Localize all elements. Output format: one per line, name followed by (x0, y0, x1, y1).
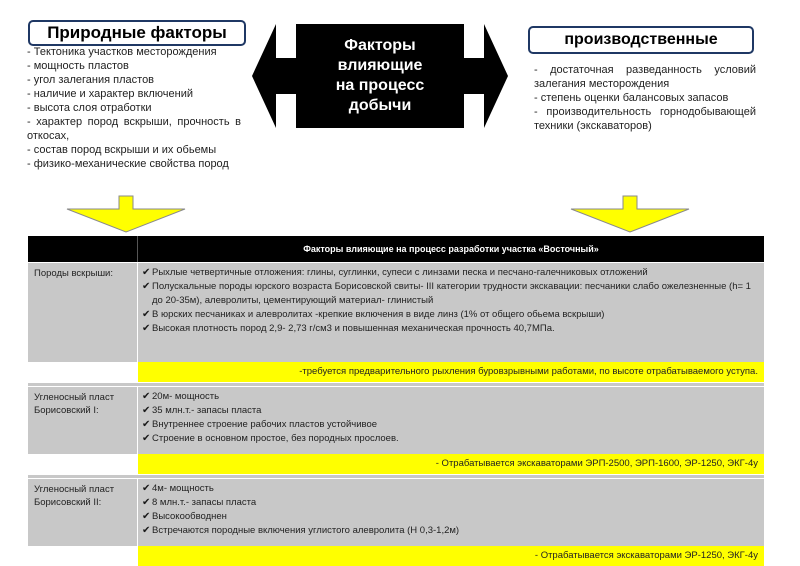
item-text: Строение в основном простое, без породных прослоев. (152, 433, 399, 444)
natural-factors-title: Природные факторы (28, 20, 246, 46)
list-item: - достаточная разведанность условий залегания месторождения (534, 64, 756, 90)
table-header-blank (28, 236, 138, 262)
list-item: - Тектоника участков месторождения (27, 46, 217, 58)
row-label: Породы вскрыши: (28, 263, 138, 362)
center-factors-box (296, 24, 464, 128)
checkmark-icon: ✔ (142, 391, 151, 402)
item-text: Внутреннее строение рабочих пластов устойчивое (152, 419, 378, 430)
item-text: Встречаются породные включения углистого алевролита (Н 0,3-1,2м) (152, 525, 460, 536)
item-text: 20м- мощность (152, 391, 220, 402)
list-item (142, 280, 760, 308)
checkmark-icon: ✔ (142, 405, 151, 416)
row-note: - Отрабатывается экскаваторами ЭРП-2500, ЭРП-1600, ЭР-1250, ЭКГ-4у (138, 454, 764, 474)
list-item (142, 482, 760, 496)
list-item: - состав пород вскрыши и их обьемы (27, 144, 217, 156)
row-note: - Отрабатывается экскаваторами ЭР-1250, ЭКГ-4у (138, 546, 764, 566)
factors-table (28, 236, 764, 561)
list-item (142, 308, 760, 322)
list-item: - производительность горнодобывающей техники (экскаваторов) (534, 106, 756, 132)
item-text: 35 млн.т.- запасы пласта (152, 405, 262, 416)
list-item (142, 390, 760, 404)
list-item (142, 510, 760, 524)
checkmark-icon: ✔ (142, 433, 151, 444)
production-factors-list (534, 63, 756, 133)
checkmark-icon: ✔ (142, 419, 151, 430)
list-item: - мощность пластов (27, 60, 129, 72)
item-text: Высокообводнен (152, 511, 227, 522)
table-title: Факторы влияющие на процесс разработки участка «Восточный» (303, 244, 599, 254)
center-title-line: Факторы (344, 37, 416, 54)
list-item (142, 432, 760, 446)
table-row (28, 478, 764, 546)
row-content (138, 479, 764, 541)
item-text: В юрских песчаниках и алевролитах -крепкие включения в виде линз (1% от общего обьема вскрыши) (152, 309, 605, 320)
checkmark-icon: ✔ (142, 497, 151, 508)
list-item: - высота слоя отработки (27, 102, 152, 114)
checkmark-icon: ✔ (142, 323, 151, 334)
row-content (138, 387, 764, 449)
item-text: Рыхлые четвертичные отложения: глины, суглинки, супеси с линзами песка и песчано-галечниковых отложений (152, 267, 648, 278)
list-item (142, 404, 760, 418)
checkmark-icon: ✔ (142, 525, 151, 536)
item-text: 4м- мощность (152, 483, 214, 494)
checkmark-icon: ✔ (142, 309, 151, 320)
table-row (28, 386, 764, 454)
row-content (138, 263, 764, 339)
production-factors-title: производственные (528, 26, 754, 54)
list-item: - физико-механические свойства пород (27, 158, 229, 170)
list-item (142, 496, 760, 510)
item-text: Полускальные породы юрского возраста Борисовской свиты- III категории трудности экскавации: песчаники слабо ожелезненные (h= 1 до 20-35м), алевролиты, цементирующий материал- глинистый (152, 281, 751, 306)
item-text: 8 млн.т.- запасы пласта (152, 497, 257, 508)
list-item (142, 418, 760, 432)
list-item (142, 322, 760, 336)
list-item: - угол залегания пластов (27, 74, 155, 86)
left-down-arrow-icon (64, 195, 188, 233)
list-item: - степень оценки балансовых запасов (534, 92, 729, 104)
center-title-line: добычи (348, 97, 412, 114)
checkmark-icon: ✔ (142, 511, 151, 522)
row-label: Угленосный пласт Борисовский I: (28, 387, 138, 454)
row-note: -требуется предварительного рыхления буровзрывными работами, по высоте отрабатываемого уступа. (138, 362, 764, 382)
row-label: Угленосный пласт Борисовский II: (28, 479, 138, 546)
checkmark-icon: ✔ (142, 267, 151, 278)
checkmark-icon: ✔ (142, 483, 151, 494)
list-item (142, 524, 760, 538)
table-header (28, 236, 764, 262)
checkmark-icon: ✔ (142, 281, 151, 292)
list-item (142, 266, 760, 280)
natural-factors-list (27, 45, 241, 171)
right-down-arrow-icon (568, 195, 692, 233)
item-text: Высокая плотность пород 2,9- 2,73 г/см3 и повышенная механическая прочность 40,7МПа. (152, 323, 555, 334)
center-title-line: влияющие (337, 57, 423, 74)
table-row (28, 262, 764, 362)
list-item: - характер пород вскрыши, прочность в откосах, (27, 116, 241, 142)
list-item: - наличие и характер включений (27, 88, 194, 100)
center-title-line: на процесс (335, 77, 425, 94)
